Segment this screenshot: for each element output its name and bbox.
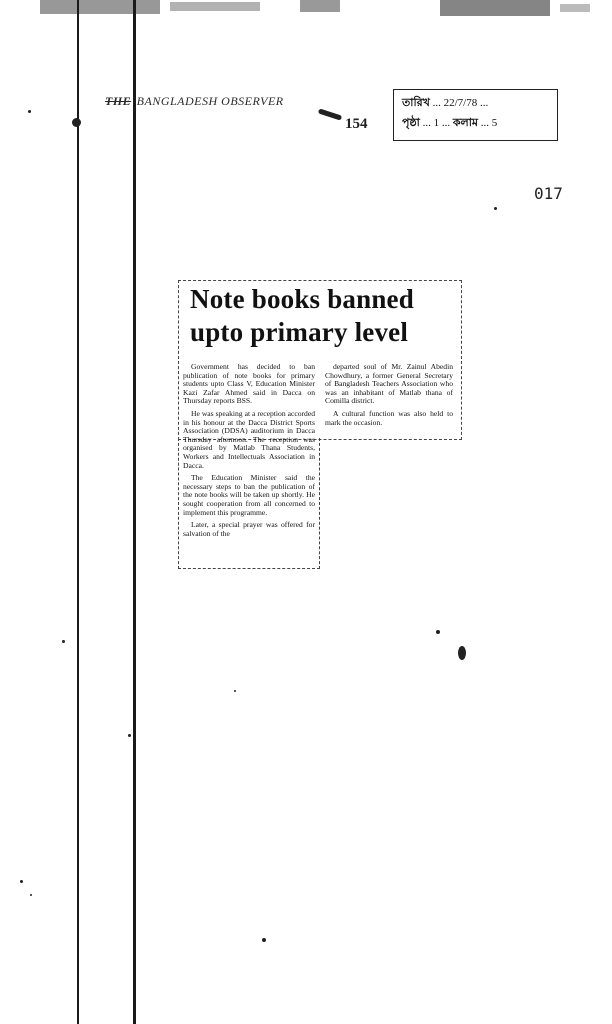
scan-edge-noise [0, 0, 612, 34]
scan-speck [30, 894, 32, 896]
scan-speck [494, 207, 497, 210]
stamp-column-label: কলাম [452, 117, 479, 129]
stamp-date-value: 22/7/78 [443, 97, 478, 109]
scan-speck [72, 118, 81, 127]
masthead-name: BANGLADESH OBSERVER [136, 94, 284, 108]
newspaper-masthead [105, 94, 284, 109]
stamp-page-value: 1 [433, 117, 440, 129]
article-column-2 [325, 363, 453, 431]
scan-speck [262, 938, 266, 942]
article-column-1 [183, 363, 315, 542]
masthead-prefix: THE [105, 94, 132, 108]
scan-speck [20, 880, 23, 883]
stamp-page-row: পৃষ্ঠা ... 1 ... কলাম ... 5 [402, 117, 498, 129]
scan-speck [234, 690, 236, 692]
stamp-column-value: 5 [491, 117, 498, 129]
article-paragraph: The Education Minister said the necessary steps to ban the publication of the note books will be taken up shortly. He sought cooperation from all concerned to implement this programme. [183, 473, 315, 517]
binding-rule-left [77, 0, 79, 1024]
archive-stamp [393, 89, 558, 141]
scan-speck [436, 630, 440, 634]
scan-speck [318, 108, 342, 120]
stamp-date-row: তারিখ ... 22/7/78 ... [402, 97, 489, 109]
stamp-page-label: পৃষ্ঠা [402, 117, 420, 129]
stamp-date-label: তারিখ [402, 97, 430, 109]
article-paragraph: departed soul of Mr. Zainul Abedin Chowdhury, a former General Secretary of Bangladesh Teachers Association who was an inhabitant of Matlab thana of Comilla district. [325, 362, 453, 406]
article-paragraph: He was speaking at a reception accorded in his honour at the Dacca District Sports Association (DDSA) auditorium in Dacca Thursday afternoon. The reception was organised by Matlab Thana Students, Workers and Intellectuals Association in Dacca. [183, 408, 315, 470]
article-paragraph: A cultural function was also held to mark the occasion. [325, 408, 453, 427]
article-paragraph: Government has decided to ban publication of note books for primary students upto Class V, Education Minister Kazi Zafar Ahmed said in Dacca on Thursday reports BSS. [183, 362, 315, 406]
article-headline: Note books banned upto primary level [190, 284, 414, 347]
article-paragraph: Later, a special prayer was offered for salvation of the [183, 520, 315, 538]
scan-speck [128, 734, 131, 737]
file-number: 017 [534, 184, 563, 203]
binding-rule-right [133, 0, 136, 1024]
scan-speck [458, 646, 466, 660]
page-mark: 154 [345, 116, 368, 132]
scan-speck [28, 110, 31, 113]
scan-speck [62, 640, 65, 643]
